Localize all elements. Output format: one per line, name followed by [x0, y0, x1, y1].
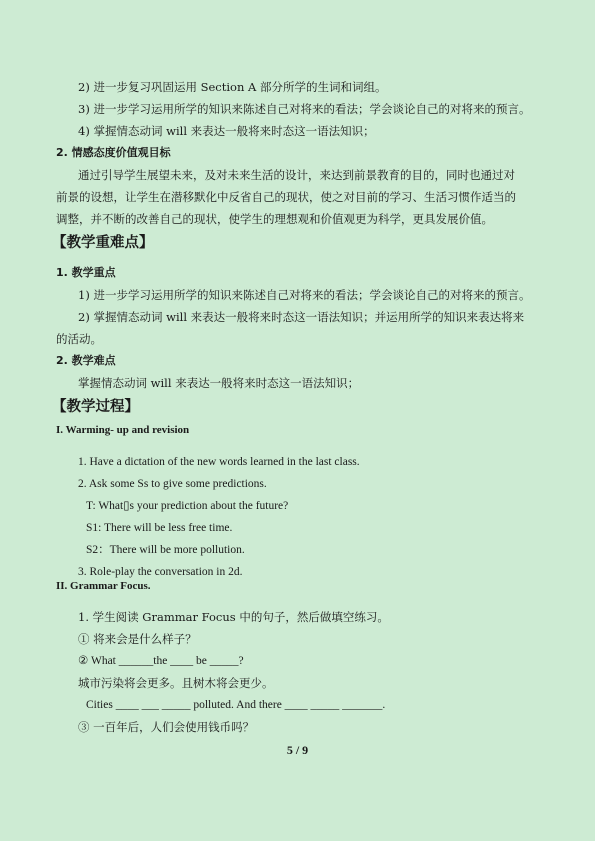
- emotion-goal-heading: 2. 情感态度价值观目标: [56, 146, 171, 159]
- difficult-point-item: 掌握情态动词 will 来表达一般将来时态这一语法知识；: [78, 376, 360, 390]
- paragraph-line: 调整，并不断的改善自己的现状，使学生的理想观和价值观更为科学，更具发展价值。: [56, 212, 493, 226]
- warming-item-1: 1. Have a dictation of the new words learned in the last class.: [78, 456, 360, 468]
- exercise-prompt-2: 城市污染将会更多。且树木将会更少。: [78, 676, 274, 690]
- exercise-prompt-1: ① 将来会是什么样子？: [78, 632, 197, 646]
- page-number: 5 / 9: [286, 743, 309, 757]
- objective-item-2: 2) 进一步复习巩固运用 Section A 部分所学的生词和词组。: [78, 80, 387, 94]
- section-heading-process: 【教学过程】: [52, 399, 139, 415]
- section-heading-key-points: 【教学重难点】: [52, 235, 154, 251]
- dialogue-student-1: S1: There will be less free time.: [86, 522, 233, 534]
- grammar-item-1: 1. 学生阅读 Grammar Focus 中的句子，然后做填空练习。: [78, 610, 389, 624]
- difficult-points-heading: 2. 教学难点: [56, 354, 116, 367]
- warming-item-2: 2. Ask some Ss to give some predictions.: [78, 478, 267, 490]
- paragraph-line: 前景的设想，让学生在潜移默化中反省自己的现状，使之对目前的学习、生活习惯作适当的: [56, 190, 516, 204]
- dialogue-student-2: S2：There will be more pollution.: [86, 544, 245, 556]
- key-points-heading: 1. 教学重点: [56, 266, 116, 279]
- dialogue-teacher: T: What▯s your prediction about the future?: [86, 500, 289, 512]
- objective-item-3: 3) 进一步学习运用所学的知识来陈述自己对将来的看法；学会谈论自己的对将来的预言。: [78, 102, 531, 116]
- key-point-item: 1) 进一步学习运用所学的知识来陈述自己对将来的看法；学会谈论自己的对将来的预言。: [78, 288, 531, 302]
- key-point-item: 2) 掌握情态动词 will 来表达一般将来时态这一语法知识；并运用所学的知识来表达将来: [78, 310, 525, 324]
- warming-item-3: 3. Role-play the conversation in 2d.: [78, 566, 243, 578]
- exercise-prompt-3: ③ 一百年后，人们会使用钱币吗？: [78, 720, 255, 734]
- warming-up-heading: I. Warming- up and revision: [56, 424, 190, 436]
- key-point-item-continued: 的活动。: [56, 332, 102, 346]
- grammar-focus-heading: II. Grammar Focus.: [56, 580, 151, 592]
- paragraph-line: 通过引导学生展望未来，及对未来生活的设计，来达到前景教育的目的，同时也通过对: [78, 168, 515, 182]
- objective-item-4: 4) 掌握情态动词 will 来表达一般将来时态这一语法知识；: [78, 124, 375, 138]
- exercise-blank-2: Cities ____ ___ _____ polluted. And there ____ _____ _______.: [86, 699, 386, 711]
- exercise-blank-1: ② What ______the ____ be _____?: [78, 655, 244, 667]
